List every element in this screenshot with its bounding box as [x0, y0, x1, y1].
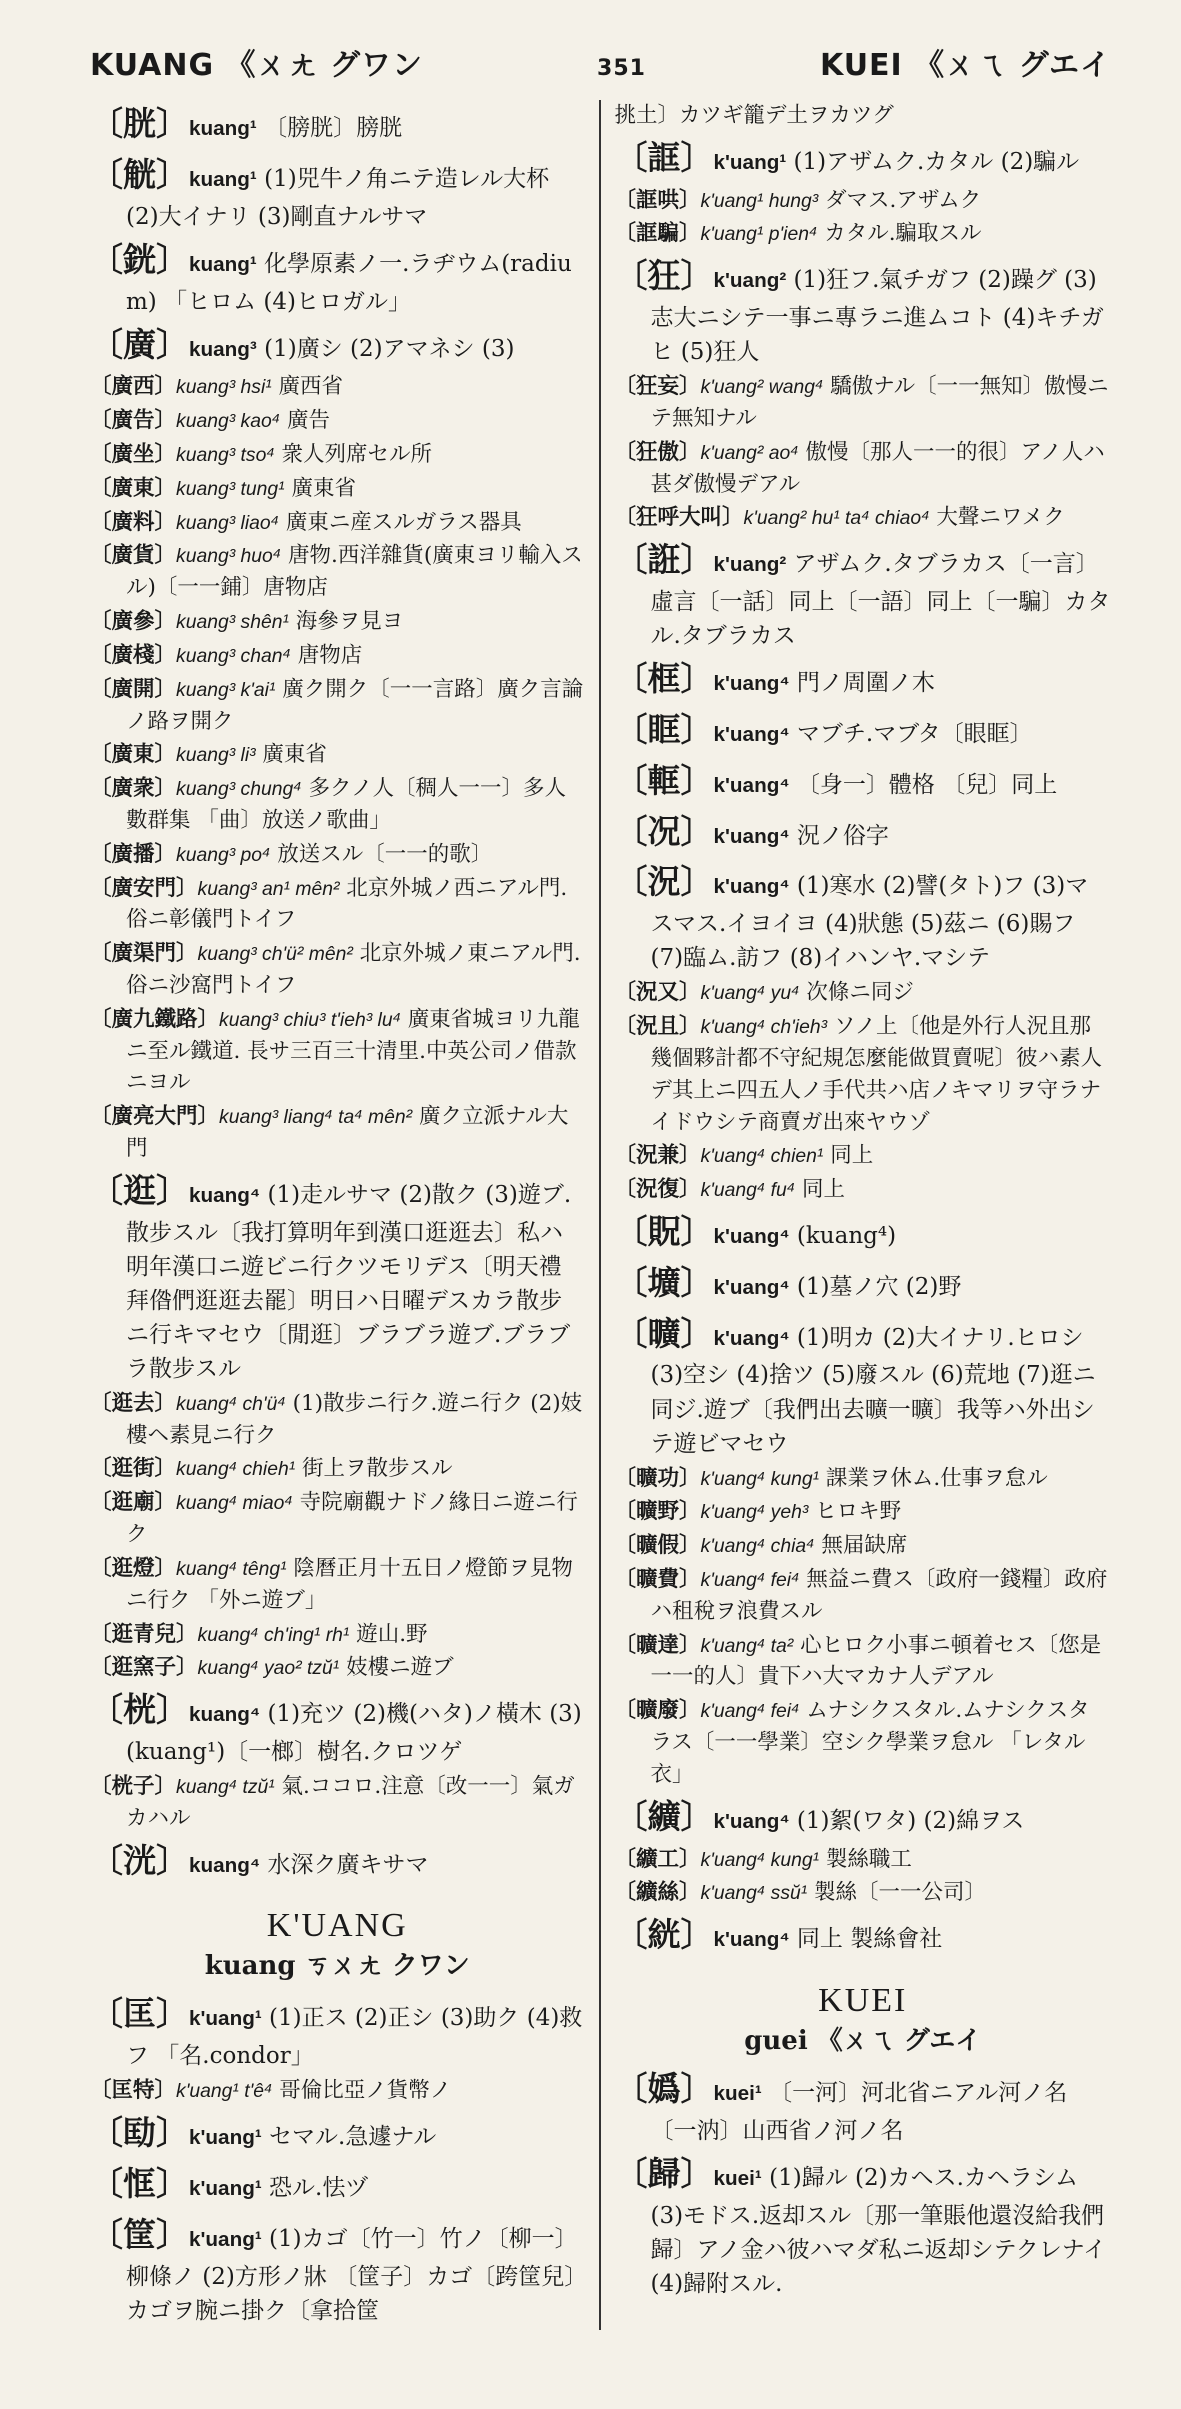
entry-headword: 〔壙〕 — [614, 1262, 714, 1302]
entry-headword: 〔廣西〕 — [90, 374, 177, 400]
entry-romanization: k'uang⁴ fei⁴ — [700, 1700, 800, 1723]
entry-headword: 〔廣衆〕 — [90, 776, 177, 802]
entry-headword: 〔眶〕 — [614, 709, 714, 749]
dictionary-entry — [615, 706, 1112, 755]
entry-headword: 〔曠功〕 — [614, 1465, 701, 1491]
entry-romanization: kuang¹ — [189, 117, 257, 140]
entry-definition: (1)充ツ (2)機(ハタ)ノ橫木 (3)(kuang¹)〔一榔〕樹名.クロツゲ — [126, 1701, 582, 1765]
entry-headword: 〔桄〕 — [90, 1690, 189, 1730]
entry-definition: 氣.ココロ.注意〔改一一〕氣ガカハル — [126, 1774, 575, 1831]
entry-headword: 〔歸〕 — [614, 2153, 714, 2193]
entry-headword: 〔誑〕 — [614, 540, 714, 580]
entry-headword: 〔逛燈〕 — [90, 1555, 177, 1581]
entry-headword: 〔廣東〕 — [90, 742, 177, 768]
entry-romanization: k'uang² ao⁴ — [700, 441, 799, 464]
dictionary-entry — [90, 1686, 585, 1769]
entry-headword: 〔狂呼大叫〕 — [614, 505, 744, 531]
entry-headword: 〔廣九鐵路〕 — [90, 1006, 220, 1032]
entry-headword: 〔曠費〕 — [614, 1567, 701, 1593]
entry-headword: 〔洸〕 — [90, 1840, 189, 1880]
entry-romanization: kuang³ liao⁴ — [176, 511, 280, 534]
entry-definition: 廣ク開ク〔一一言路〕廣ク言論ノ路ヲ開ク — [126, 676, 584, 734]
section-title: K'UANG — [266, 1907, 408, 1945]
entry-headword: 〔軭〕 — [614, 760, 714, 800]
entry-romanization: k'uang⁴ chien¹ — [700, 1145, 824, 1168]
entry-definition: 廣ク立派ナル大門 — [126, 1104, 569, 1162]
entry-headword: 〔廣安門〕 — [90, 875, 198, 901]
entry-romanization: k'uang⁴ — [713, 672, 790, 696]
entry-headword: 〔纊〕 — [614, 1796, 714, 1836]
entry-definition: 廣東ニ産スルガラス器具 — [279, 509, 522, 535]
dictionary-entry — [90, 2075, 585, 2107]
entry-romanization: kuang¹ — [189, 167, 257, 191]
entry-romanization: k'uang⁴ kung¹ — [700, 1848, 820, 1871]
dictionary-entry — [90, 640, 585, 672]
entry-definition: 〔膀胱〕膀胱 — [256, 115, 403, 141]
entry-headword: 〔逛廟〕 — [90, 1490, 177, 1516]
entry-romanization: k'uang⁴ ta² — [700, 1634, 794, 1657]
entry-definition: ソノ上〔他是外行人況且那幾個夥計都不守紀規怎麼能做買賣呢〕彼ハ素人デ其上ニ四五人ノ手代共ハ店ノキマリヲ守ラナイドウシテ商賣ガ出來ヤウゾ — [650, 1014, 1103, 1135]
entry-headword: 〔廣開〕 — [90, 676, 177, 702]
entry-romanization: kuang³ shên¹ — [176, 611, 289, 634]
entry-headword: 〔廣播〕 — [90, 841, 177, 867]
dictionary-entry — [90, 1837, 585, 1886]
dictionary-entry — [615, 502, 1112, 534]
left-column — [90, 100, 601, 2330]
dictionary-entry — [90, 739, 585, 771]
entry-definition: (1)走ルサマ (2)散ク (3)遊ブ.散步スル〔我打算明年到漢口逛逛去〕私ハ明年漢口ニ遊ビニ行クツモリデス〔明天禮拜偺們逛逛去罷〕明日ハ日曜デスカラ散步ニ行キマセウ〔閒逛〕ブラブラ遊ブ.ブラブラ散步スル — [126, 1181, 572, 1382]
entry-romanization: kuang³ ch'ü² mên² — [197, 943, 353, 966]
dictionary-entry — [90, 151, 585, 234]
entry-headword: 〔況且〕 — [614, 1014, 701, 1040]
entry-definition: 寺院廟觀ナドノ緣日ニ遊ニ行ク — [126, 1490, 578, 1548]
entry-definition: 製絲〔一一公司〕 — [807, 1880, 987, 1906]
entry-romanization: kuang³ chan⁴ — [176, 644, 291, 667]
entry-headword: 〔框〕 — [614, 659, 714, 699]
entry-romanization: kuang³ liang⁴ ta⁴ mên² — [219, 1106, 413, 1129]
entry-headword: 〔誆〕 — [614, 137, 714, 177]
entry-definition: 唐物店 — [290, 642, 363, 668]
entry-definition: 傲慢〔那人一一的很〕アノ人ハ甚ダ傲慢デアル — [650, 439, 1105, 497]
entry-headword: 〔劻〕 — [90, 2113, 189, 2153]
entry-headword: 〔廣料〕 — [90, 509, 177, 535]
dictionary-entry — [615, 808, 1112, 857]
entry-headword: 〔曠〕 — [614, 1313, 714, 1353]
section-title: KUEI — [818, 1981, 908, 2019]
entry-romanization: k'uang⁴ yeh³ — [700, 1501, 809, 1524]
entry-definition: (1)明カ (2)大イナリ.ヒロシ (3)空シ (4)捨ツ (5)廢スル (6)荒地 (7)逛ニ同ジ.遊ブ〔我們出去曠一曠〕我等ハ外出シテ遊ビマセウ — [650, 1324, 1096, 1457]
entry-romanization: k'uang⁴ — [713, 824, 790, 848]
dictionary-entry — [615, 2065, 1112, 2148]
entry-headword: 〔逛青兒〕 — [90, 1621, 198, 1647]
entry-headword: 〔況兼〕 — [614, 1143, 701, 1169]
entry-romanization: kuang³ tso⁴ — [176, 444, 275, 466]
entry-romanization: kuei¹ — [713, 2166, 762, 2190]
right-column — [601, 100, 1112, 2330]
section-heading-kuang — [90, 1907, 585, 1982]
entry-headword: 〔嬀〕 — [614, 2068, 714, 2108]
entry-definition: 廣東省 — [284, 475, 356, 501]
dictionary-entry — [90, 100, 585, 149]
entry-definition: 水深ク廣キサマ — [260, 1851, 429, 1878]
entry-headword: 〔況又〕 — [614, 980, 701, 1006]
entry-romanization: kuang³ an¹ mên² — [197, 877, 340, 900]
entry-headword: 〔廣亮大門〕 — [90, 1104, 220, 1130]
entry-headword: 〔廣渠門〕 — [90, 941, 198, 967]
entry-headword: 〔曠達〕 — [614, 1632, 701, 1658]
dictionary-entry — [90, 1101, 585, 1165]
entry-romanization: k'uang⁴ fu⁴ — [700, 1179, 796, 1202]
entry-romanization: kuang⁴ chieh¹ — [176, 1458, 296, 1481]
entry-definition: 妓樓ニ遊ブ — [339, 1655, 454, 1681]
entry-romanization: k'uang⁴ — [713, 773, 790, 797]
entry-romanization: k'uang² wang⁴ — [700, 376, 824, 399]
entry-romanization: kuang⁴ — [189, 1703, 261, 1727]
entry-romanization: kuang⁴ ch'ing¹ rh¹ — [197, 1623, 350, 1646]
dictionary-entry — [90, 405, 585, 437]
entry-romanization: k'uang⁴ yu⁴ — [700, 982, 800, 1005]
entry-headword: 〔況〕 — [614, 862, 714, 902]
entry-definition: 放送スル〔一一的歌〕 — [270, 841, 493, 867]
entry-headword: 〔匡〕 — [90, 1994, 189, 2034]
entry-headword: 〔逛街〕 — [90, 1456, 177, 1482]
dictionary-entry — [90, 1990, 585, 2073]
entry-definition: マブチ.マブタ〔眼眶〕 — [789, 720, 1033, 747]
entry-romanization: kuang⁴ miao⁴ — [176, 1492, 293, 1515]
dictionary-entry — [615, 757, 1112, 806]
entry-headword: 〔況復〕 — [614, 1177, 701, 1203]
entry-romanization: k'uang⁴ — [713, 875, 790, 899]
entry-romanization: kuang³ huo⁴ — [176, 545, 282, 568]
entry-definition: 北京外城ノ西ニアル門.俗ニ彰儀門トイフ — [126, 875, 568, 933]
entry-romanization: kuang³ — [189, 337, 257, 361]
entry-definition: 無益ニ費ス〔政府一錢糧〕政府ハ租稅ヲ浪費スル — [650, 1567, 1108, 1624]
entry-definition: 恐ル.怯ヅ — [261, 2174, 369, 2201]
entry-romanization: k'uang¹ t'ê⁴ — [176, 2080, 273, 2103]
entry-definition: 況ノ俗字 — [789, 822, 889, 849]
entry-definition: 同上 製絲會社 — [789, 1926, 943, 1953]
entry-romanization: kuang³ tung¹ — [176, 477, 285, 500]
entry-headword: 〔誆騙〕 — [614, 221, 701, 247]
dictionary-entry — [90, 674, 585, 738]
entry-romanization: k'uang⁴ — [713, 1275, 790, 1299]
entry-list-left-2 — [90, 1990, 585, 2327]
entry-headword: 〔恇〕 — [90, 2163, 189, 2203]
dictionary-entry — [90, 439, 585, 471]
entry-definition: 次條ニ同ジ — [799, 980, 914, 1006]
entry-definition: (1)アザムク.カタル (2)騙ル — [786, 148, 1080, 175]
entry-headword: 〔狂〕 — [614, 256, 714, 296]
entry-definition: 心ヒロク小事ニ頓着セス〔您是一一的人〕貴下ハ大マカナ人デアル — [650, 1632, 1102, 1690]
entry-definition: 廣西省 — [271, 374, 344, 400]
entry-definition: (1)歸ル (2)カヘス.カヘラシム (3)モドス.返却スル〔那一筆賬他還沒給我們歸〕アノ金ハ彼ハマダ私ニ返却シテクレナイ (4)歸附スル. — [650, 2164, 1107, 2297]
dictionary-entry — [615, 977, 1112, 1009]
dictionary-entry — [615, 655, 1112, 704]
entry-headword: 〔廣貨〕 — [90, 543, 177, 569]
dictionary-entry — [615, 1793, 1112, 1842]
entry-romanization: kuang³ chiu³ t'ieh³ lu⁴ — [219, 1008, 401, 1031]
dictionary-entry — [615, 185, 1112, 217]
entry-definition: (kuang⁴) — [789, 1223, 897, 1249]
entry-headword: 〔廣告〕 — [90, 408, 177, 434]
dictionary-entry — [615, 1496, 1112, 1528]
entry-definition: カタル.騙取スル — [817, 221, 982, 247]
entry-definition: 課業ヲ休ム.仕事ヲ怠ル — [819, 1465, 1048, 1491]
entry-definition: (1)廣シ (2)アマネシ (3) — [256, 335, 515, 362]
entry-definition: アザムク.タブラカス〔一言〕虛言〔一話〕同上〔一語〕同上〔一騙〕カタル.タブラカス — [650, 551, 1111, 650]
entry-headword: 〔廣棧〕 — [90, 642, 177, 668]
entry-headword: 〔廣〕 — [90, 324, 189, 364]
dictionary-entry — [615, 1463, 1112, 1495]
entry-definition: 陰曆正月十五日ノ燈節ヲ見物ニ行ク 「外ニ遊ブ」 — [126, 1555, 573, 1613]
entry-romanization: kuang⁴ yao² tzŭ¹ — [197, 1657, 340, 1680]
entry-headword: 〔廣坐〕 — [90, 442, 177, 467]
dictionary-entry — [615, 1140, 1112, 1172]
entry-headword: 〔銧〕 — [90, 239, 189, 279]
entry-headword: 〔廣參〕 — [90, 609, 177, 635]
entry-headword: 〔纊工〕 — [614, 1846, 701, 1872]
entry-romanization: k'uang² hu¹ ta⁴ chiao⁴ — [743, 507, 930, 530]
entry-definition: 遊山.野 — [349, 1621, 428, 1647]
dictionary-entry — [90, 1167, 585, 1386]
entry-romanization: k'uang¹ — [189, 2227, 262, 2251]
dictionary-entry — [615, 1530, 1112, 1562]
entry-headword: 〔狂妄〕 — [614, 374, 701, 400]
entry-romanization: kuei¹ — [713, 2081, 762, 2105]
entry-headword: 〔貺〕 — [614, 1212, 714, 1251]
entry-definition: ムナシクスタル.ムナシクスタラス〔一一學業〕空シク學業ヲ怠ル 「レタル衣」 — [650, 1698, 1090, 1787]
entry-headword: 〔觥〕 — [90, 154, 189, 194]
entry-romanization: k'uang⁴ — [713, 1928, 790, 1952]
entry-headword: 〔狂傲〕 — [614, 439, 701, 465]
entry-headword: 〔逛〕 — [90, 1170, 189, 1210]
entry-headword: 〔廣東〕 — [90, 475, 177, 501]
dictionary-entry — [615, 1844, 1112, 1876]
entry-romanization: kuang⁴ tzŭ¹ — [176, 1776, 275, 1799]
entry-romanization: k'uang¹ — [189, 2126, 262, 2150]
dictionary-entry — [90, 1553, 585, 1617]
dictionary-entry — [615, 218, 1112, 250]
entry-definition: 海參ヲ見ヨ — [288, 609, 404, 635]
entry-definition: 門ノ周圍ノ木 — [789, 670, 935, 697]
entry-definition: (1)絮(ワタ) (2)綿ヲス — [789, 1807, 1025, 1834]
dictionary-entry — [615, 371, 1112, 435]
dictionary-entry — [90, 1004, 585, 1099]
dictionary-entry — [615, 134, 1112, 183]
entry-romanization: k'uang⁴ — [713, 1809, 790, 1833]
entry-definition: (1)カゴ〔竹一〕竹ノ〔柳一〕柳條ノ (2)方形ノ牀 〔筐子〕カゴ〔跨筐兒〕カゴヲ腕ニ掛ク〔拿拾筐 — [126, 2225, 578, 2324]
entry-definition: ダマス.アザムク — [818, 187, 982, 213]
entry-headword: 〔胱〕 — [90, 104, 189, 143]
entry-definition: (1)正ス (2)正シ (3)助ク (4)救フ 「名.condor」 — [126, 2005, 583, 2070]
dictionary-entry — [90, 1487, 585, 1551]
dictionary-entry — [90, 507, 585, 539]
entry-definition: 街上ヲ散步スル — [295, 1456, 453, 1482]
entry-definition: 同上 — [795, 1177, 846, 1203]
header-right: KUEI 《ㄨㄟ グエイ — [819, 48, 1111, 83]
entry-romanization: kuang¹ — [189, 252, 257, 276]
dictionary-entry — [615, 1695, 1112, 1790]
dictionary-entry — [615, 1208, 1112, 1257]
entry-definition: 大聲ニワメク — [929, 505, 1065, 531]
entry-definition: 廣東省 — [255, 742, 327, 768]
entry-list-right-2 — [615, 2065, 1112, 2301]
dictionary-entry — [615, 1259, 1112, 1308]
entry-definition: 北京外城ノ東ニアル門.俗ニ沙窩門トイフ — [126, 941, 581, 998]
dictionary-entry — [615, 100, 1112, 132]
entry-definition: 〔身一〕體格 〔兒〕同上 — [789, 771, 1058, 798]
dictionary-entry — [90, 1388, 585, 1452]
entry-romanization: kuang³ hsi¹ — [176, 376, 272, 399]
dictionary-entry — [615, 1011, 1112, 1138]
dictionary-entry — [90, 2109, 585, 2158]
entry-headword: 〔纊絲〕 — [614, 1880, 701, 1906]
dictionary-entry — [90, 540, 585, 604]
entry-definition: 廣告 — [280, 408, 330, 434]
dictionary-entry — [615, 1310, 1112, 1461]
section-subtitle: kuang ㄎㄨㄤ クワン — [204, 1951, 470, 1982]
dictionary-entry — [90, 938, 585, 1002]
entry-list-left — [90, 100, 585, 1885]
entry-romanization: k'uang⁴ ch'ieh³ — [700, 1016, 828, 1039]
entry-definition: (1)散步ニ行ク.遊ニ行ク (2)妓樓ヘ素見ニ行ク — [126, 1390, 583, 1448]
dictionary-entry — [90, 1619, 585, 1651]
entry-romanization: kuang³ k'ai¹ — [176, 678, 276, 701]
entry-romanization: k'uang⁴ chia⁴ — [700, 1535, 815, 1558]
entry-romanization: kuang⁴ ch'ü⁴ — [176, 1392, 286, 1415]
entry-romanization: k'uang² — [713, 553, 787, 577]
entry-definition: 哥倫比亞ノ貨幣ノ — [272, 2078, 452, 2104]
entry-romanization: k'uang² — [713, 269, 787, 293]
entry-romanization: k'uang¹ p'ien⁴ — [700, 223, 818, 246]
entry-headword: 〔絖〕 — [614, 1915, 714, 1955]
entry-list-right — [615, 100, 1112, 1960]
dictionary-entry — [615, 1630, 1112, 1694]
entry-definition: 挑土〕カツギ籠デ土ヲカツグ — [614, 103, 894, 128]
entry-romanization: k'uang⁴ — [713, 1326, 790, 1350]
section-subtitle: guei 《ㄨㄟ グエイ — [744, 2025, 982, 2056]
entry-definition: 無届缺席 — [814, 1533, 908, 1559]
entry-definition: 多クノ人〔稠人一一〕多人數群集 「曲〕放送ノ歌曲」 — [126, 776, 567, 833]
entry-romanization: k'uang¹ — [713, 150, 787, 174]
entry-romanization: k'uang¹ — [189, 2176, 262, 2200]
entry-romanization: k'uang⁴ kung¹ — [700, 1467, 820, 1490]
page-header — [90, 40, 1111, 84]
dictionary-entry — [615, 536, 1112, 653]
entry-romanization: kuang³ po⁴ — [176, 843, 271, 866]
dictionary-entry — [90, 606, 585, 638]
entry-definition: 製絲職工 — [819, 1846, 912, 1872]
entry-definition: (1)兕牛ノ角ニテ造レル大杯 (2)大イナリ (3)剛直ナルサマ — [126, 165, 550, 230]
entry-headword: 〔筐〕 — [90, 2214, 189, 2254]
section-heading-kuei — [615, 1982, 1112, 2057]
dictionary-entry — [90, 1652, 585, 1684]
entry-headword: 〔曠廢〕 — [614, 1698, 701, 1724]
entry-romanization: k'uang⁴ — [713, 1225, 790, 1248]
entry-romanization: kuang³ kao⁴ — [176, 410, 281, 433]
entry-romanization: k'uang⁴ ssŭ¹ — [700, 1882, 808, 1905]
dictionary-entry — [90, 2160, 585, 2209]
entry-headword: 〔况〕 — [614, 811, 714, 851]
entry-romanization: kuang⁴ — [189, 1183, 261, 1207]
dictionary-entry — [615, 858, 1112, 975]
entry-romanization: kuang³ li³ — [176, 744, 256, 767]
entry-headword: 〔桄子〕 — [90, 1774, 177, 1800]
dictionary-entry — [90, 236, 585, 319]
columns — [90, 100, 1111, 2330]
entry-definition: 廣東省城ヨリ九龍ニ至ル鐵道. 長サ三百三十清里.中英公司ノ借款ニヨル — [126, 1006, 580, 1096]
entry-romanization: kuang⁴ têng¹ — [176, 1557, 287, 1580]
entry-romanization: k'uang⁴ — [713, 722, 790, 746]
dictionary-entry — [90, 473, 585, 505]
entry-definition: 驕傲ナル〔一一無知〕傲慢ニテ無知ナル — [650, 374, 1109, 431]
entry-definition: セマル.急遽ナル — [261, 2124, 437, 2151]
entry-headword: 〔匡特〕 — [90, 2078, 177, 2104]
entry-definition: 〔一河〕河北省ニアル河ノ名〔一汭〕山西省ノ河ノ名 — [650, 2079, 1068, 2144]
entry-romanization: kuang⁴ — [189, 1853, 261, 1877]
entry-headword: 〔曠假〕 — [614, 1533, 701, 1559]
entry-romanization: k'uang⁴ fei⁴ — [700, 1569, 800, 1592]
entry-definition: 衆人列席セル所 — [274, 442, 433, 467]
entry-definition: (1)墓ノ穴 (2)野 — [789, 1273, 962, 1300]
dictionary-entry — [615, 1564, 1112, 1628]
dictionary-entry — [90, 873, 585, 937]
entry-romanization: k'uang¹ — [189, 2007, 262, 2031]
dictionary-entry — [90, 839, 585, 871]
dictionary-entry — [615, 1877, 1112, 1909]
dictionary-entry — [615, 437, 1112, 501]
dictionary-entry — [90, 1771, 585, 1835]
dictionary-entry — [90, 321, 585, 370]
page-number: 351 — [597, 56, 646, 81]
dictionary-entry — [615, 2150, 1112, 2301]
entry-headword: 〔逛去〕 — [90, 1390, 177, 1416]
entry-romanization: k'uang¹ hung³ — [700, 189, 819, 212]
entry-definition: ヒロキ野 — [808, 1499, 902, 1525]
entry-headword: 〔曠野〕 — [614, 1499, 701, 1525]
dictionary-entry — [90, 2211, 585, 2328]
entry-definition: 化學原素ノ一.ラヂウム(radium) 「ヒロム (4)ヒロガル」 — [126, 250, 572, 315]
entry-definition: (1)寒水 (2)譬(タト)フ (3)マスマス.イヨイヨ (4)狀態 (5)茲ニ (6)賜フ (7)臨ム.訪フ (8)イハンヤ.マシテ — [650, 873, 1089, 972]
dictionary-entry — [615, 1174, 1112, 1206]
dictionary-entry — [90, 1453, 585, 1485]
entry-definition: 同上 — [823, 1143, 874, 1169]
dictionary-entry — [615, 1911, 1112, 1960]
dictionary-entry — [90, 371, 585, 403]
entry-headword: 〔逛窯子〕 — [90, 1655, 198, 1681]
header-left: KUANG 《ㄨㄤ グワン — [90, 48, 423, 83]
dictionary-entry — [90, 773, 585, 837]
entry-romanization: kuang³ chung⁴ — [176, 778, 302, 801]
entry-headword: 〔誆哄〕 — [614, 187, 701, 213]
entry-definition: (1)狂フ.氣チガフ (2)躁グ (3)志大ニシテ一事ニ專ラニ進ムコト (4)キチガヒ (5)狂人 — [650, 267, 1104, 366]
entry-definition: 唐物.西洋雜貨(廣東ヨリ輸入スル)〔一一鋪〕唐物店 — [126, 543, 583, 601]
dictionary-entry — [615, 252, 1112, 369]
